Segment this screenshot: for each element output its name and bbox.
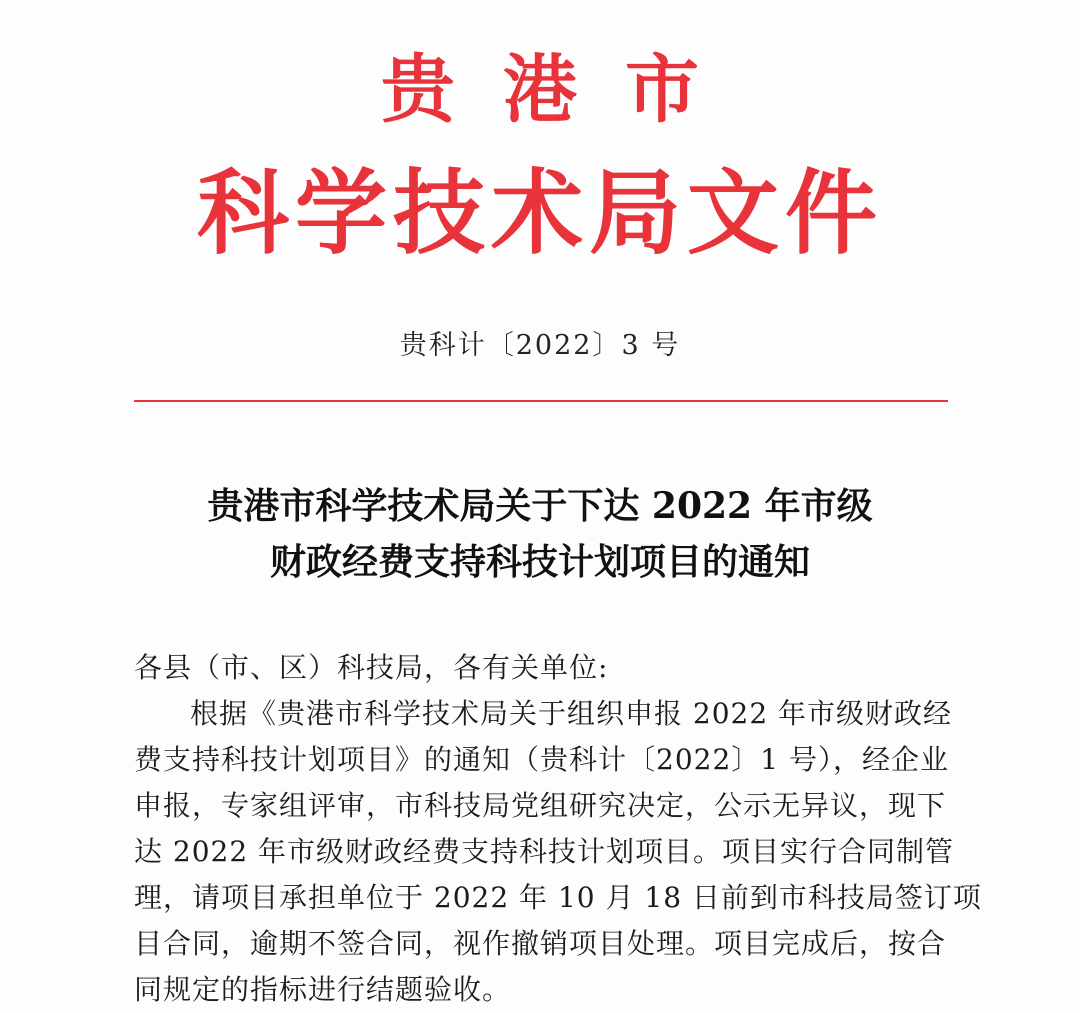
red-separator-line xyxy=(134,400,948,402)
paragraph-line: 根据《贵港市科学技术局关于组织申报 2022 年市级财政经 xyxy=(190,697,953,730)
document-body xyxy=(134,645,982,1013)
title-line-1: 贵港市科学技术局关于下达 2022 年市级 xyxy=(207,485,873,527)
paragraph-line: 达 2022 年市级财政经费支持科技计划项目。项目实行合同制管 xyxy=(134,835,955,868)
document-title xyxy=(90,478,990,590)
title-line-2: 财政经费支持科技计划项目的通知 xyxy=(269,541,810,583)
issuer-city-heading: 贵港市 xyxy=(381,47,747,133)
paragraph-line: 同规定的指标进行结题验收。 xyxy=(134,973,512,1006)
body-paragraph xyxy=(134,691,982,1013)
paragraph-line: 申报，专家组评审，市科技局党组研究决定，公示无异议，现下 xyxy=(134,789,947,822)
document-number: 贵科计〔2022〕3 号 xyxy=(399,330,681,361)
issuer-bureau-heading: 科学技术局文件 xyxy=(196,159,883,267)
paragraph-line: 目合同，逾期不签合同，视作撤销项目处理。项目完成后，按合 xyxy=(134,927,947,960)
paragraph-line: 费支持科技计划项目》的通知（贵科计〔2022〕1 号），经企业 xyxy=(134,743,949,776)
salutation: 各县（市、区）科技局，各有关单位: xyxy=(134,651,609,684)
paragraph-line: 理，请项目承担单位于 2022 年 10 月 18 日前到市科技局签订项 xyxy=(134,881,982,914)
